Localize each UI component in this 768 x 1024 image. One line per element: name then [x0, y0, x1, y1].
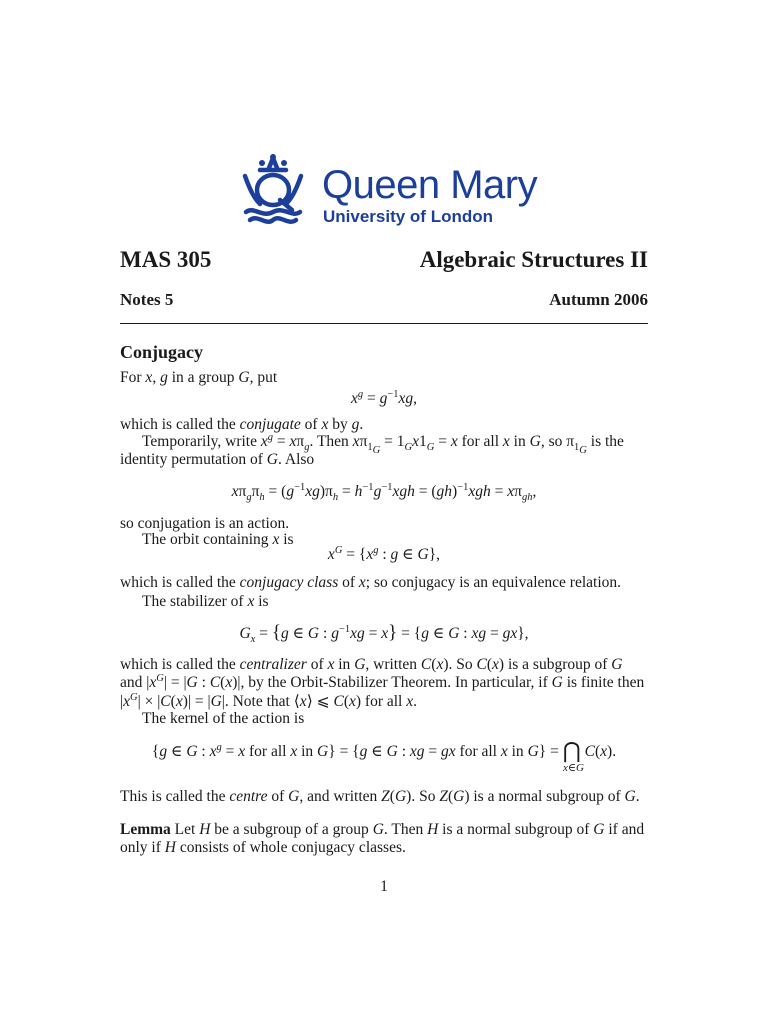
header-rule — [120, 323, 648, 324]
body-line: which is called the centralizer of x in G, written C(x). So C(x) is a subgroup of G — [120, 656, 623, 673]
body-line: and $|x^G| = |G$ : C(x)|, by the Orbit-Stabilizer Theorem. In particular, if G is finite then — [120, 672, 645, 691]
body-line: Temporarily, write $x^g = x\pi_g$. Then $x\pi_{1_G} = 1_Gx1_G = x$ for all x in G, so $\pi_{1_G}$ is the — [142, 431, 624, 457]
display-equation: $x\pi_g\pi_h = (g^{-1}xg)\pi_h = h^{-1}g^{-1}xgh = (gh)^{-1}xgh = x\pi_{gh}$, — [231, 481, 537, 504]
display-equation: $x^G = \{x^g$ : g ∈ G}, — [327, 544, 441, 563]
intersection-subscript: x∈G — [563, 762, 584, 774]
page-number: 1 — [380, 878, 388, 895]
body-line: identity permutation of G. Also — [120, 451, 315, 468]
logo-name: Queen Mary — [322, 163, 538, 207]
body-line: which is called the conjugate of x by g. — [120, 416, 364, 433]
body-line: This is called the centre of G, and written Z(G). So Z(G) is a normal subgroup of G. — [120, 788, 640, 805]
body-line: For x, g in a group G, put — [120, 369, 278, 386]
course-code: MAS 305 — [120, 247, 212, 272]
body-line: The kernel of the action is — [142, 710, 305, 727]
body-line: The orbit containing x is — [142, 531, 294, 548]
body-line: The stabilizer of x is — [142, 593, 269, 610]
lemma-line: only if H consists of whole conjugacy classes. — [120, 839, 406, 856]
logo-subtitle: University of London — [323, 207, 493, 226]
display-equation: {g ∈ G : $x^g = x$ for all x in G} = {g ∈ G : xg = gx for all x in G} = ⋂ C(x). — [151, 738, 617, 763]
lemma-line: Lemma Let H be a subgroup of a group G. Then H is a normal subgroup of G if and — [120, 821, 645, 838]
body-line: $|x^G| \times |C(x)| = |G|$. Note that ⟨x⟩ ⩽ C(x) for all x. — [120, 691, 418, 710]
term: Autumn 2006 — [549, 290, 648, 309]
section-title: Conjugacy — [120, 342, 204, 362]
body-line: which is called the conjugacy class of x; so conjugacy is an equivalence relation. — [120, 574, 622, 591]
body-line: so conjugation is an action. — [120, 515, 290, 532]
notes-number: Notes 5 — [120, 290, 174, 309]
display-equation: $G_x = \{g$ ∈ G : $g^{-1}xg = x\} = \{g$ ∈ G : xg = gx}, — [239, 622, 529, 646]
lemma-label: Lemma — [120, 821, 171, 838]
course-title: Algebraic Structures II — [419, 247, 648, 272]
display-equation: $x^g = g^{-1}xg$, — [350, 388, 418, 407]
